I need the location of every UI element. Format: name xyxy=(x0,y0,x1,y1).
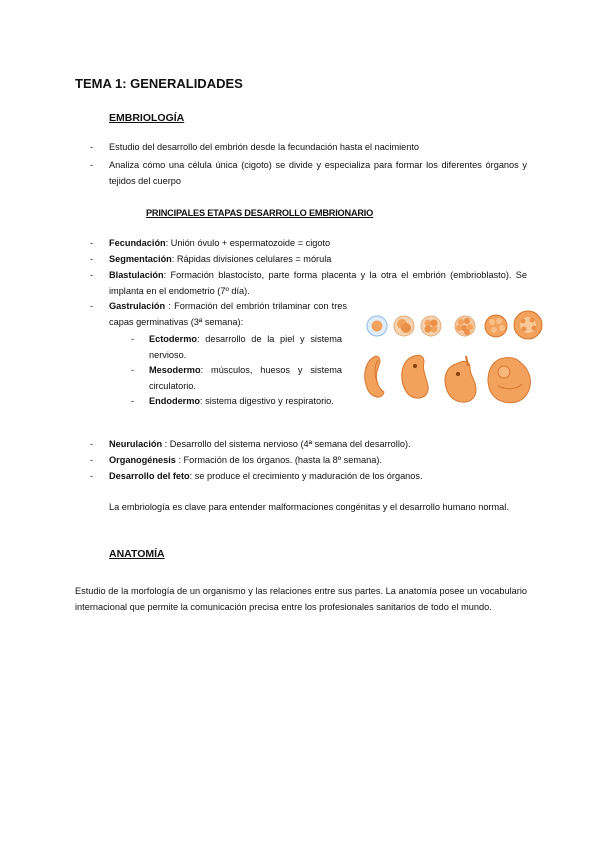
etapa-text: : Desarrollo del sistema nervioso (4ª semana del desarrollo). xyxy=(162,439,411,449)
bullet-dash: - xyxy=(90,301,94,311)
layer-term: Ectodermo xyxy=(149,334,197,344)
section-heading-anatomia: ANATOMÍA xyxy=(109,548,165,560)
etapa-term: Gastrulación xyxy=(109,301,166,311)
embriologia-bullet-2: Analiza cómo una célula única (cigoto) se divide y especializa para formar los diferentes órganos y tejidos del cuerpo xyxy=(109,160,527,186)
layer-ectodermo xyxy=(149,332,342,363)
etapa-fecundacion xyxy=(109,236,527,252)
layer-mesodermo xyxy=(149,363,342,394)
embryo-development-figure xyxy=(352,306,548,414)
embryo-week-5 xyxy=(402,355,428,398)
etapa-gastrulacion xyxy=(109,299,347,330)
embryo-week-4 xyxy=(365,356,384,397)
bullet-dash: - xyxy=(90,270,94,280)
four-cell-stage xyxy=(421,316,441,336)
etapa-text: : Unión óvulo + espermatozoide = cigoto xyxy=(165,238,331,248)
bullet-dash: - xyxy=(131,365,135,375)
bullet-dash: - xyxy=(90,160,94,170)
etapa-organogenesis xyxy=(109,453,527,469)
etapa-segmentacion xyxy=(109,252,527,268)
etapa-desarrollo-feto xyxy=(109,469,527,485)
bullet-dash: - xyxy=(131,396,135,406)
bullet-dash: - xyxy=(90,238,94,248)
anatomia-paragraph: Estudio de la morfología de un organismo y las relaciones entre sus partes. La anatomía posee un vocabulario internacional que permite la comunicación precisa entre los profesionales sanitarios de todo el mundo. xyxy=(75,586,527,612)
embriologia-closing-paragraph: La embriología es clave para entender malformaciones congénitas y el desarrollo humano normal. xyxy=(109,502,509,512)
etapa-text: : Rápidas divisiones celulares = mórula xyxy=(171,254,332,264)
etapa-text: : se produce el crecimiento y maduración de los órganos. xyxy=(189,471,423,481)
etapa-term: Neurulación xyxy=(109,439,163,449)
bullet-dash: - xyxy=(90,254,94,264)
bullet-dash: - xyxy=(90,439,94,449)
bullet-dash: - xyxy=(90,455,94,465)
page-title: TEMA 1: GENERALIDADES xyxy=(75,76,243,91)
bullet-dash: - xyxy=(90,142,94,152)
layer-text: : músculos, huesos y sistema circulatorio. xyxy=(149,365,342,391)
embryo-week-6 xyxy=(445,361,476,402)
late-stage-embryos xyxy=(365,355,531,403)
layer-term: Endodermo xyxy=(149,396,201,406)
zygote-nucleus xyxy=(372,321,383,332)
etapa-term: Segmentación xyxy=(109,254,172,264)
etapa-text: : Formación blastocisto, parte forma placenta y la otra el embrión (embrioblasto). Se implanta en el endometrio (7º día). xyxy=(109,270,527,296)
section-heading-embriologia: EMBRIOLOGÍA xyxy=(109,112,185,124)
etapa-text: : Formación de los órganos. (hasta la 8º semana). xyxy=(175,455,382,465)
embriologia-bullet-1: Estudio del desarrollo del embrión desde la fecundación hasta el nacimiento xyxy=(109,142,420,152)
bullet-dash: - xyxy=(90,471,94,481)
etapa-term: Desarrollo del feto xyxy=(109,471,190,481)
etapa-blastulacion xyxy=(109,268,527,299)
etapa-text: : Formación del embrión trilaminar con tres capas germinativas (3ª semana): xyxy=(109,301,347,327)
etapa-term: Organogénesis xyxy=(109,455,176,465)
layer-text: : sistema digestivo y respiratorio. xyxy=(200,396,334,406)
etapa-neurulacion xyxy=(109,437,527,453)
etapa-term: Blastulación xyxy=(109,270,164,280)
subsection-heading-etapas: PRINCIPALES ETAPAS DESARROLLO EMBRIONARIO xyxy=(146,208,374,218)
etapa-term: Fecundación xyxy=(109,238,166,248)
embryo-week-8 xyxy=(488,358,530,403)
layer-term: Mesodermo xyxy=(149,365,201,375)
layer-text: : desarrollo de la piel y sistema nervioso. xyxy=(149,334,342,360)
bullet-dash: - xyxy=(131,334,135,344)
early-stage-cells xyxy=(367,311,542,339)
layer-endodermo xyxy=(149,394,342,410)
